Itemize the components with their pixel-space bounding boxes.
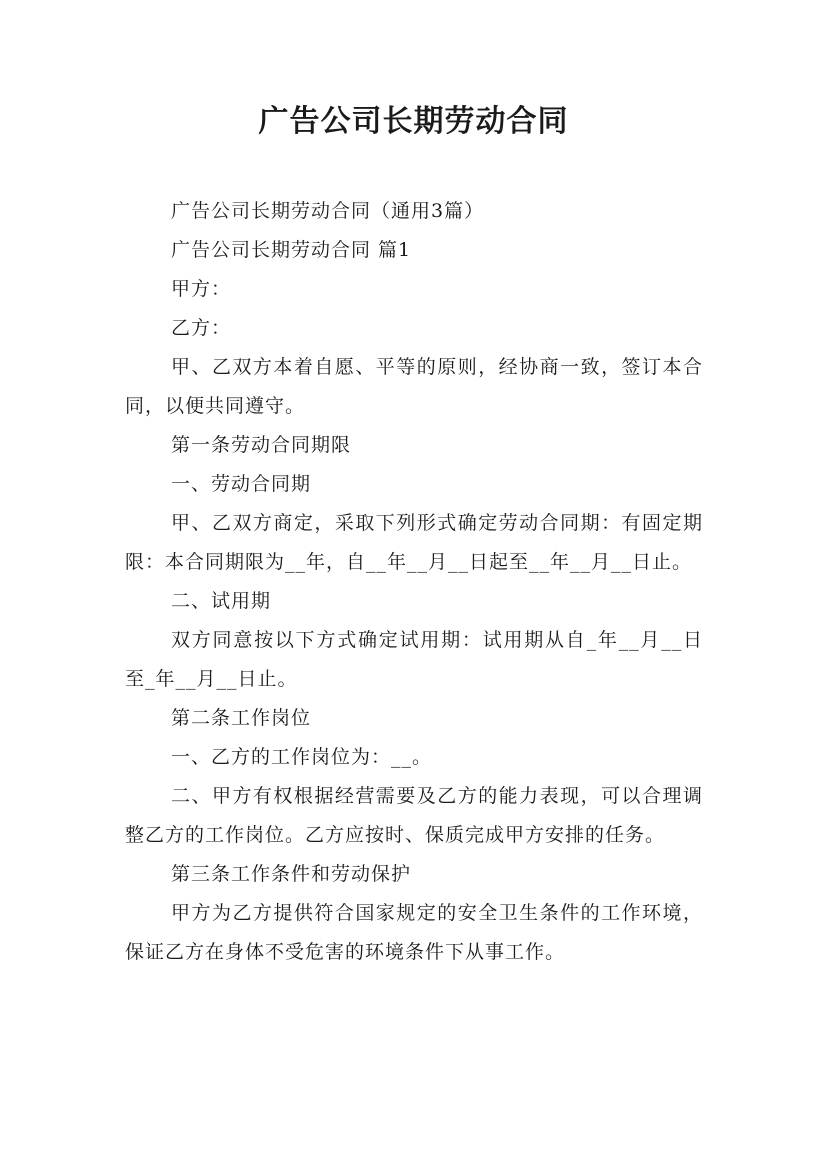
paragraph-work-conditions: 甲方为乙方提供符合国家规定的安全卫生条件的工作环境，保证乙方在身体不受危害的环境条件下从事工作。 xyxy=(125,902,703,963)
paragraph-contract-term-text: 甲、乙双方商定，采取下列形式确定劳动合同期：有固定期限：本合同期限为__年，自__年__月__日起至__年__月__日止。 xyxy=(125,512,703,573)
paragraph-part-heading: 广告公司长期劳动合同 篇1 xyxy=(171,239,412,261)
paragraph-probation-text: 双方同意按以下方式确定试用期：试用期从自_年__月__日至_年__月__日止。 xyxy=(125,629,703,690)
paragraph-party-a: 甲方： xyxy=(171,278,232,300)
document-title: 广告公司长期劳动合同 xyxy=(258,104,569,139)
paragraph-job-adjustment: 二、甲方有权根据经营需要及乙方的能力表现，可以合理调整乙方的工作岗位。乙方应按时、保质完成甲方安排的任务。 xyxy=(125,785,703,846)
paragraph-preamble: 甲、乙双方本着自愿、平等的原则，经协商一致，签订本合同，以便共同遵守。 xyxy=(125,356,703,417)
paragraph-job-position: 一、乙方的工作岗位为：__。 xyxy=(171,746,433,768)
paragraph-article-3: 第三条工作条件和劳动保护 xyxy=(171,863,412,885)
paragraph-article-2: 第二条工作岗位 xyxy=(171,707,312,729)
paragraph-subtitle: 广告公司长期劳动合同（通用3篇） xyxy=(171,200,485,222)
paragraph-section-contract-term: 一、劳动合同期 xyxy=(171,473,312,495)
paragraph-section-probation: 二、试用期 xyxy=(171,590,272,612)
document-body xyxy=(125,192,703,972)
paragraph-article-1: 第一条劳动合同期限 xyxy=(171,434,352,456)
paragraph-party-b: 乙方： xyxy=(171,317,232,339)
